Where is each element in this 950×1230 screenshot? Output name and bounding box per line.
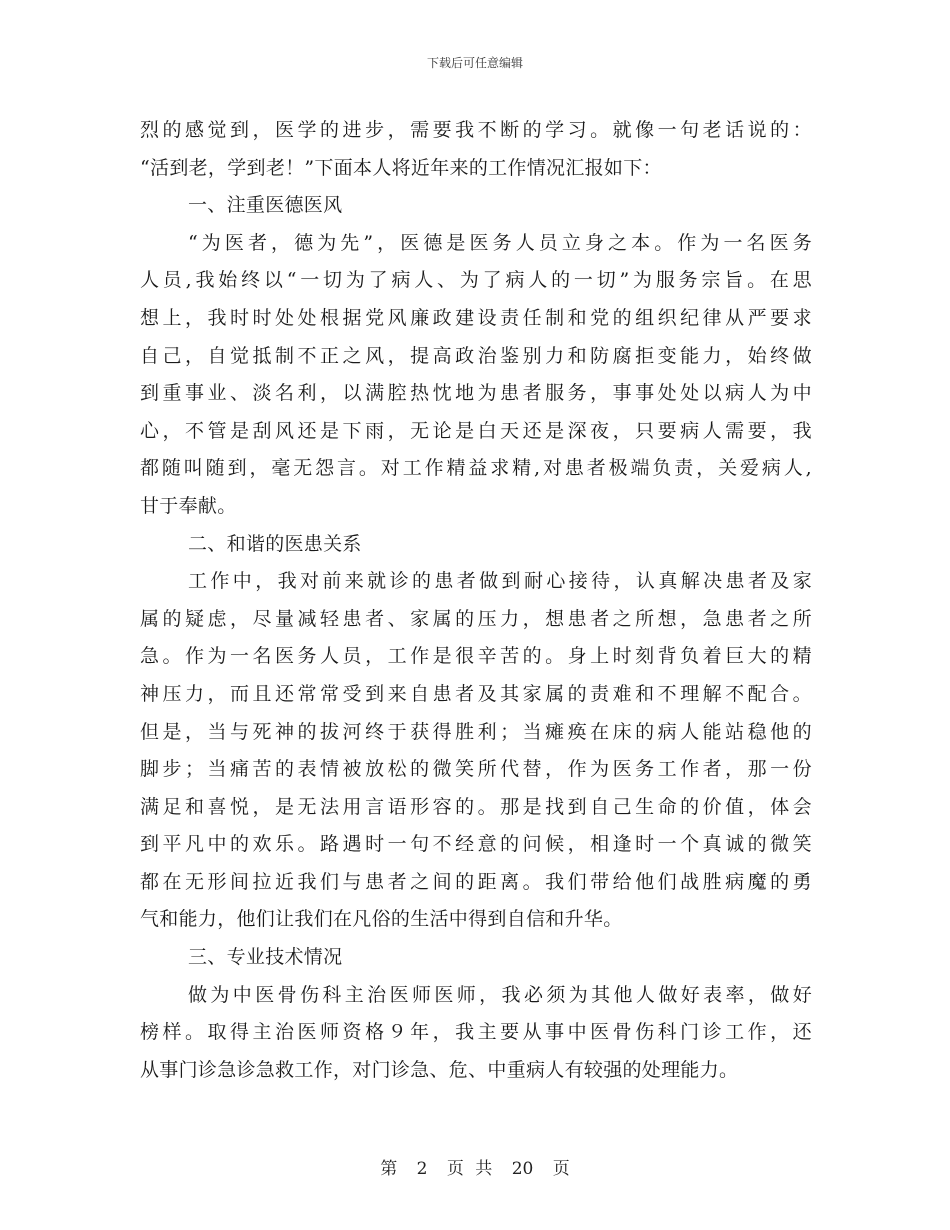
text-line: 工作中，我对前来就诊的患者做到耐心接待，认真解决患者及家 <box>188 570 812 593</box>
footer-page-number: 2 <box>416 1159 428 1179</box>
footer-suffix: 页 <box>552 1159 570 1179</box>
text-line: 都在无形间拉近我们与患者之间的距离。我们带给他们战胜病魔的勇 <box>140 870 812 893</box>
text-line: 到平凡中的欢乐。路遇时一句不经意的问候，相逢时一个真诚的微笑 <box>140 833 812 856</box>
page-header-note: 下载后可任意编辑 <box>426 56 523 70</box>
text-line: 甘于奉献。 <box>140 494 237 517</box>
text-line: 自己，自觉抵制不正之风，提高政治鉴别力和防腐拒变能力，始终做 <box>140 344 812 367</box>
text-line: 想上，我时时处处根据党风廉政建设责任制和党的组织纪律从严要求 <box>140 306 812 329</box>
text-line: 心，不管是刮风还是下雨，无论是白天还是深夜，只要病人需要，我 <box>140 419 812 442</box>
footer-prefix: 第 <box>380 1159 398 1179</box>
document-body <box>140 112 812 1089</box>
text-line: 烈的感觉到，医学的进步，需要我不断的学习。就像一句老话说的： <box>140 119 812 141</box>
text-line: 急。作为一名医务人员，工作是很辛苦的。身上时刻背负着巨大的精 <box>140 645 812 668</box>
text-line: 做为中医骨伤科主治医师医师，我必须为其他人做好表率，做好 <box>188 983 812 1006</box>
text-line: “为医者，德为先”，医德是医务人员立身之本。作为一名医务 <box>188 231 812 254</box>
footer-total-pages: 20 <box>511 1159 534 1179</box>
text-line: 满足和喜悦，是无法用言语形容的。那是找到自己生命的价值，体会 <box>140 795 812 818</box>
text-line: “活到老，学到老！”下面本人将近年来的工作情况汇报如下： <box>140 156 662 179</box>
text-line: 气和能力，他们让我们在凡俗的生活中得到自信和升华。 <box>140 908 623 931</box>
text-line: 一、注重医德医风 <box>188 194 343 217</box>
page-footer <box>0 1154 950 1179</box>
text-line: 三、专业技术情况 <box>188 946 343 969</box>
text-line: 二、和谐的医患关系 <box>188 532 362 555</box>
text-line: 神压力，而且还常常受到来自患者及其家属的责难和不理解不配合。 <box>140 682 812 705</box>
text-line: 属的疑虑，尽量减轻患者、家属的压力，想患者之所想，急患者之所 <box>140 607 812 630</box>
text-line: 都随叫随到，毫无怨言。对工作精益求精,对患者极端负责，关爱病人, <box>140 457 812 480</box>
text-line: 到重事业、淡名利，以满腔热忱地为患者服务，事事处处以病人为中 <box>140 382 812 405</box>
text-line: 脚步；当痛苦的表情被放松的微笑所代替，作为医务工作者，那一份 <box>140 758 812 781</box>
text-line: 从事门诊急诊急救工作，对门诊急、危、中重病人有较强的处理能力。 <box>140 1058 739 1081</box>
text-line: 榜样。取得主治医师资格９年，我主要从事中医骨伤科门诊工作，还 <box>140 1021 812 1044</box>
footer-middle: 页 共 <box>446 1159 493 1179</box>
text-line: 但是，当与死神的拔河终于获得胜利；当瘫痪在床的病人能站稳他的 <box>140 720 812 743</box>
text-line: 人员,我始终以“一切为了病人、为了病人的一切”为服务宗旨。在思 <box>140 269 812 292</box>
